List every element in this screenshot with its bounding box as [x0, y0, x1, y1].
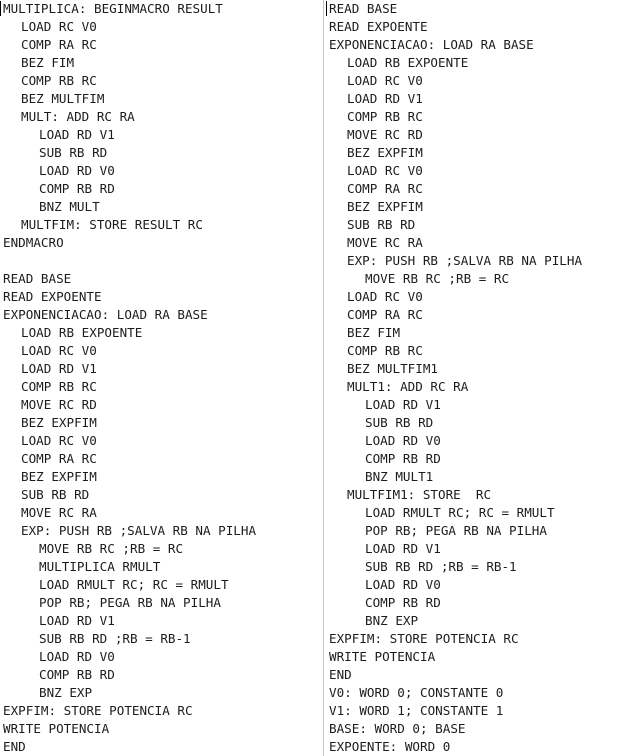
code-line[interactable]: LOAD RD V1 [365, 541, 441, 556]
code-line[interactable]: LOAD RMULT RC; RC = RMULT [39, 577, 229, 592]
code-line[interactable]: EXPOENTE: WORD 0 [329, 739, 451, 754]
code-line[interactable]: LOAD RB EXPOENTE [21, 325, 143, 340]
code-line[interactable]: LOAD RC V0 [21, 343, 97, 358]
code-line[interactable]: EXP: PUSH RB ;SALVA RB NA PILHA [21, 523, 257, 538]
code-line[interactable]: SUB RB RD [21, 487, 90, 502]
code-line[interactable]: LOAD RC V0 [347, 163, 423, 178]
text-cursor [0, 1, 1, 16]
code-line[interactable]: COMP RB RC [347, 109, 423, 124]
code-line[interactable]: COMP RB RC [21, 379, 97, 394]
code-line[interactable]: COMP RB RC [347, 343, 423, 358]
code-line[interactable]: COMP RA RC [347, 307, 423, 322]
code-line[interactable]: COMP RB RD [365, 451, 441, 466]
code-line[interactable]: BEZ FIM [347, 325, 401, 340]
code-line[interactable]: EXPONENCIACAO: LOAD RA BASE [329, 37, 534, 52]
code-line[interactable]: COMP RB RD [39, 181, 115, 196]
code-line[interactable]: LOAD RD V1 [365, 397, 441, 412]
code-line[interactable]: LOAD RD V1 [39, 127, 115, 142]
code-line[interactable]: LOAD RC V0 [347, 73, 423, 88]
code-line[interactable]: MOVE RC RA [347, 235, 423, 250]
code-line[interactable]: BEZ MULTFIM [21, 91, 105, 106]
code-line[interactable]: MULTIPLICA RMULT [39, 559, 161, 574]
code-line[interactable]: WRITE POTENCIA [329, 649, 436, 664]
code-line[interactable]: V1: WORD 1; CONSTANTE 1 [329, 703, 504, 718]
code-line[interactable]: POP RB; PEGA RB NA PILHA [365, 523, 547, 538]
code-line[interactable]: LOAD RMULT RC; RC = RMULT [365, 505, 555, 520]
code-line[interactable]: COMP RA RC [21, 37, 97, 52]
code-line[interactable]: LOAD RC V0 [347, 289, 423, 304]
code-line[interactable]: END [329, 667, 352, 682]
code-line[interactable]: BEZ FIM [21, 55, 75, 70]
code-line[interactable]: MOVE RB RC ;RB = RC [39, 541, 184, 556]
code-line[interactable]: COMP RB RD [365, 595, 441, 610]
code-line[interactable]: LOAD RD V0 [39, 649, 115, 664]
code-line[interactable]: READ BASE [329, 1, 398, 16]
code-line[interactable]: MULTIPLICA: BEGINMACRO RESULT [3, 1, 223, 16]
code-line[interactable]: BEZ EXPFIM [21, 469, 97, 484]
code-line[interactable]: LOAD RD V0 [39, 163, 115, 178]
code-line[interactable]: LOAD RC V0 [21, 19, 97, 34]
code-line[interactable]: LOAD RD V1 [21, 361, 97, 376]
code-line[interactable]: BNZ MULT [39, 199, 100, 214]
code-line[interactable]: V0: WORD 0; CONSTANTE 0 [329, 685, 504, 700]
code-line[interactable]: BNZ EXP [365, 613, 419, 628]
code-line[interactable]: EXPFIM: STORE POTENCIA RC [329, 631, 519, 646]
code-line[interactable]: BEZ EXPFIM [347, 145, 423, 160]
code-line[interactable]: BNZ MULT1 [365, 469, 434, 484]
code-line[interactable]: LOAD RD V1 [39, 613, 115, 628]
code-line[interactable]: COMP RB RD [39, 667, 115, 682]
code-line[interactable]: BASE: WORD 0; BASE [329, 721, 466, 736]
code-line[interactable]: LOAD RC V0 [21, 433, 97, 448]
code-line[interactable]: MULT: ADD RC RA [21, 109, 135, 124]
code-line[interactable]: BEZ EXPFIM [347, 199, 423, 214]
code-line[interactable]: SUB RB RD [39, 145, 108, 160]
code-line[interactable]: SUB RB RD [347, 217, 416, 232]
pane-divider [323, 0, 324, 756]
code-line[interactable]: BEZ MULTFIM1 [347, 361, 438, 376]
code-line[interactable]: LOAD RB EXPOENTE [347, 55, 469, 70]
code-line[interactable]: READ EXPOENTE [3, 289, 102, 304]
code-line[interactable]: READ EXPOENTE [329, 19, 428, 34]
code-line[interactable]: LOAD RD V0 [365, 433, 441, 448]
code-line[interactable]: MULT1: ADD RC RA [347, 379, 469, 394]
code-line[interactable]: BNZ EXP [39, 685, 93, 700]
code-line[interactable]: SUB RB RD [365, 415, 434, 430]
code-line[interactable]: SUB RB RD ;RB = RB-1 [365, 559, 517, 574]
code-line[interactable]: COMP RB RC [21, 73, 97, 88]
code-line[interactable]: POP RB; PEGA RB NA PILHA [39, 595, 221, 610]
code-line[interactable]: MULTFIM: STORE RESULT RC [21, 217, 203, 232]
code-line[interactable]: BEZ EXPFIM [21, 415, 97, 430]
code-line[interactable]: MOVE RC RD [347, 127, 423, 142]
code-line[interactable]: ENDMACRO [3, 235, 64, 250]
right-code-pane[interactable] [326, 0, 630, 756]
code-line[interactable]: SUB RB RD ;RB = RB-1 [39, 631, 191, 646]
code-line[interactable]: LOAD RD V1 [347, 91, 423, 106]
code-line[interactable]: COMP RA RC [347, 181, 423, 196]
code-line[interactable]: END [3, 739, 26, 754]
code-line[interactable] [0, 252, 324, 270]
code-line[interactable]: MOVE RC RD [21, 397, 97, 412]
code-line[interactable]: MOVE RB RC ;RB = RC [365, 271, 510, 286]
code-line[interactable]: LOAD RD V0 [365, 577, 441, 592]
code-line[interactable]: MOVE RC RA [21, 505, 97, 520]
code-line[interactable]: COMP RA RC [21, 451, 97, 466]
code-line[interactable]: READ BASE [3, 271, 72, 286]
code-line[interactable]: EXPONENCIACAO: LOAD RA BASE [3, 307, 208, 322]
code-line[interactable]: EXPFIM: STORE POTENCIA RC [3, 703, 193, 718]
code-line[interactable]: EXP: PUSH RB ;SALVA RB NA PILHA [347, 253, 583, 268]
text-cursor [326, 1, 327, 16]
code-line[interactable]: MULTFIM1: STORE RC [347, 487, 492, 502]
code-line[interactable]: WRITE POTENCIA [3, 721, 110, 736]
